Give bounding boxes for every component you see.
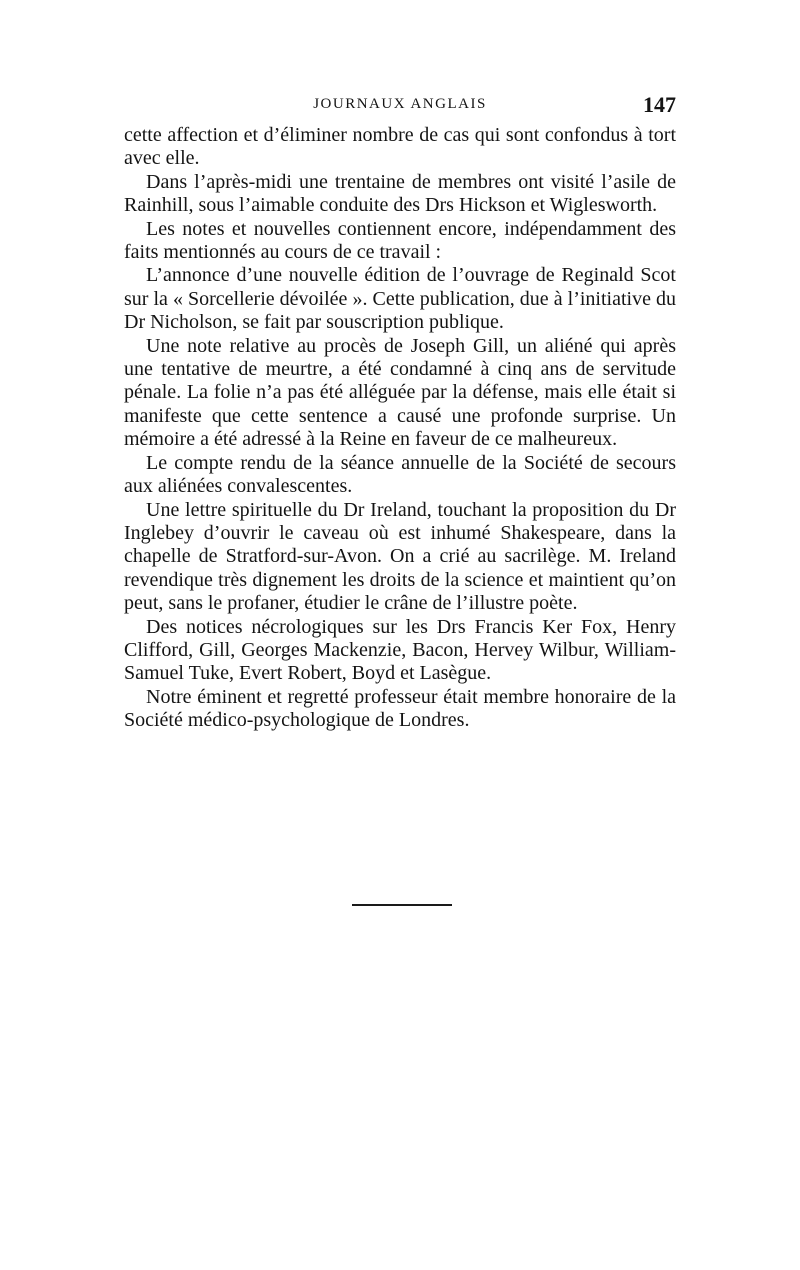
paragraph-gill-trial: Une note relative au procès de Joseph Gill, un aliéné qui après une tentative de meurtre, a été condamné à cinq ans de servitude pénale. La folie n’a pas été alléguée par la défense, mais elle était si manifeste que cette sentence a causé une profonde surprise. Un mémoire a été adressé à la Reine en faveur de ce malheureux. <box>124 334 676 451</box>
paragraph-lasegue: Notre éminent et regretté professeur était membre honoraire de la Société médico-psychologique de Londres. <box>124 685 676 732</box>
paragraph-society-report: Le compte rendu de la séance annuelle de la Société de secours aux aliénées convalescentes. <box>124 451 676 498</box>
page-number: 147 <box>643 92 676 117</box>
paragraph-rainhill-visit: Dans l’après-midi une trentaine de membres ont visité l’asile de Rainhill, sous l’aimable conduite des Drs Hickson et Wiglesworth. <box>124 170 676 217</box>
paragraph-obituaries: Des notices nécrologiques sur les Drs Francis Ker Fox, Henry Clifford, Gill, Georges Mackenzie, Bacon, Hervey Wilbur, William-Samuel Tuke, Evert Robert, Boyd et Lasègue. <box>124 615 676 685</box>
body-text <box>124 124 676 733</box>
paragraph-ireland-letter: Une lettre spirituelle du Dr Ireland, touchant la proposition du Dr Inglebey d’ouvrir le caveau où est inhumé Shakespeare, dans la chapelle de Stratford-sur-Avon. On a crié au sacrilège. M. Ireland revendique très dignement les droits de la science et maintient qu’on peut, sans le profaner, étudier le crâne de l’illustre poète. <box>124 498 676 615</box>
paragraph-scot-edition: L’annonce d’une nouvelle édition de l’ouvrage de Reginald Scot sur la « Sorcellerie dévoilée ». Cette publication, due à l’initiative du Dr Nicholson, se fait par souscription publique. <box>124 264 676 334</box>
closing-rule <box>352 904 452 906</box>
paragraph-continuation: cette affection et d’éliminer nombre de cas qui sont confondus à tort avec elle. <box>124 124 676 170</box>
running-title: JOURNAUX ANGLAIS <box>313 96 487 112</box>
running-head <box>124 92 676 118</box>
paragraph-notes-intro: Les notes et nouvelles contiennent encore, indépendamment des faits mentionnés au cours de ce travail : <box>124 217 676 264</box>
